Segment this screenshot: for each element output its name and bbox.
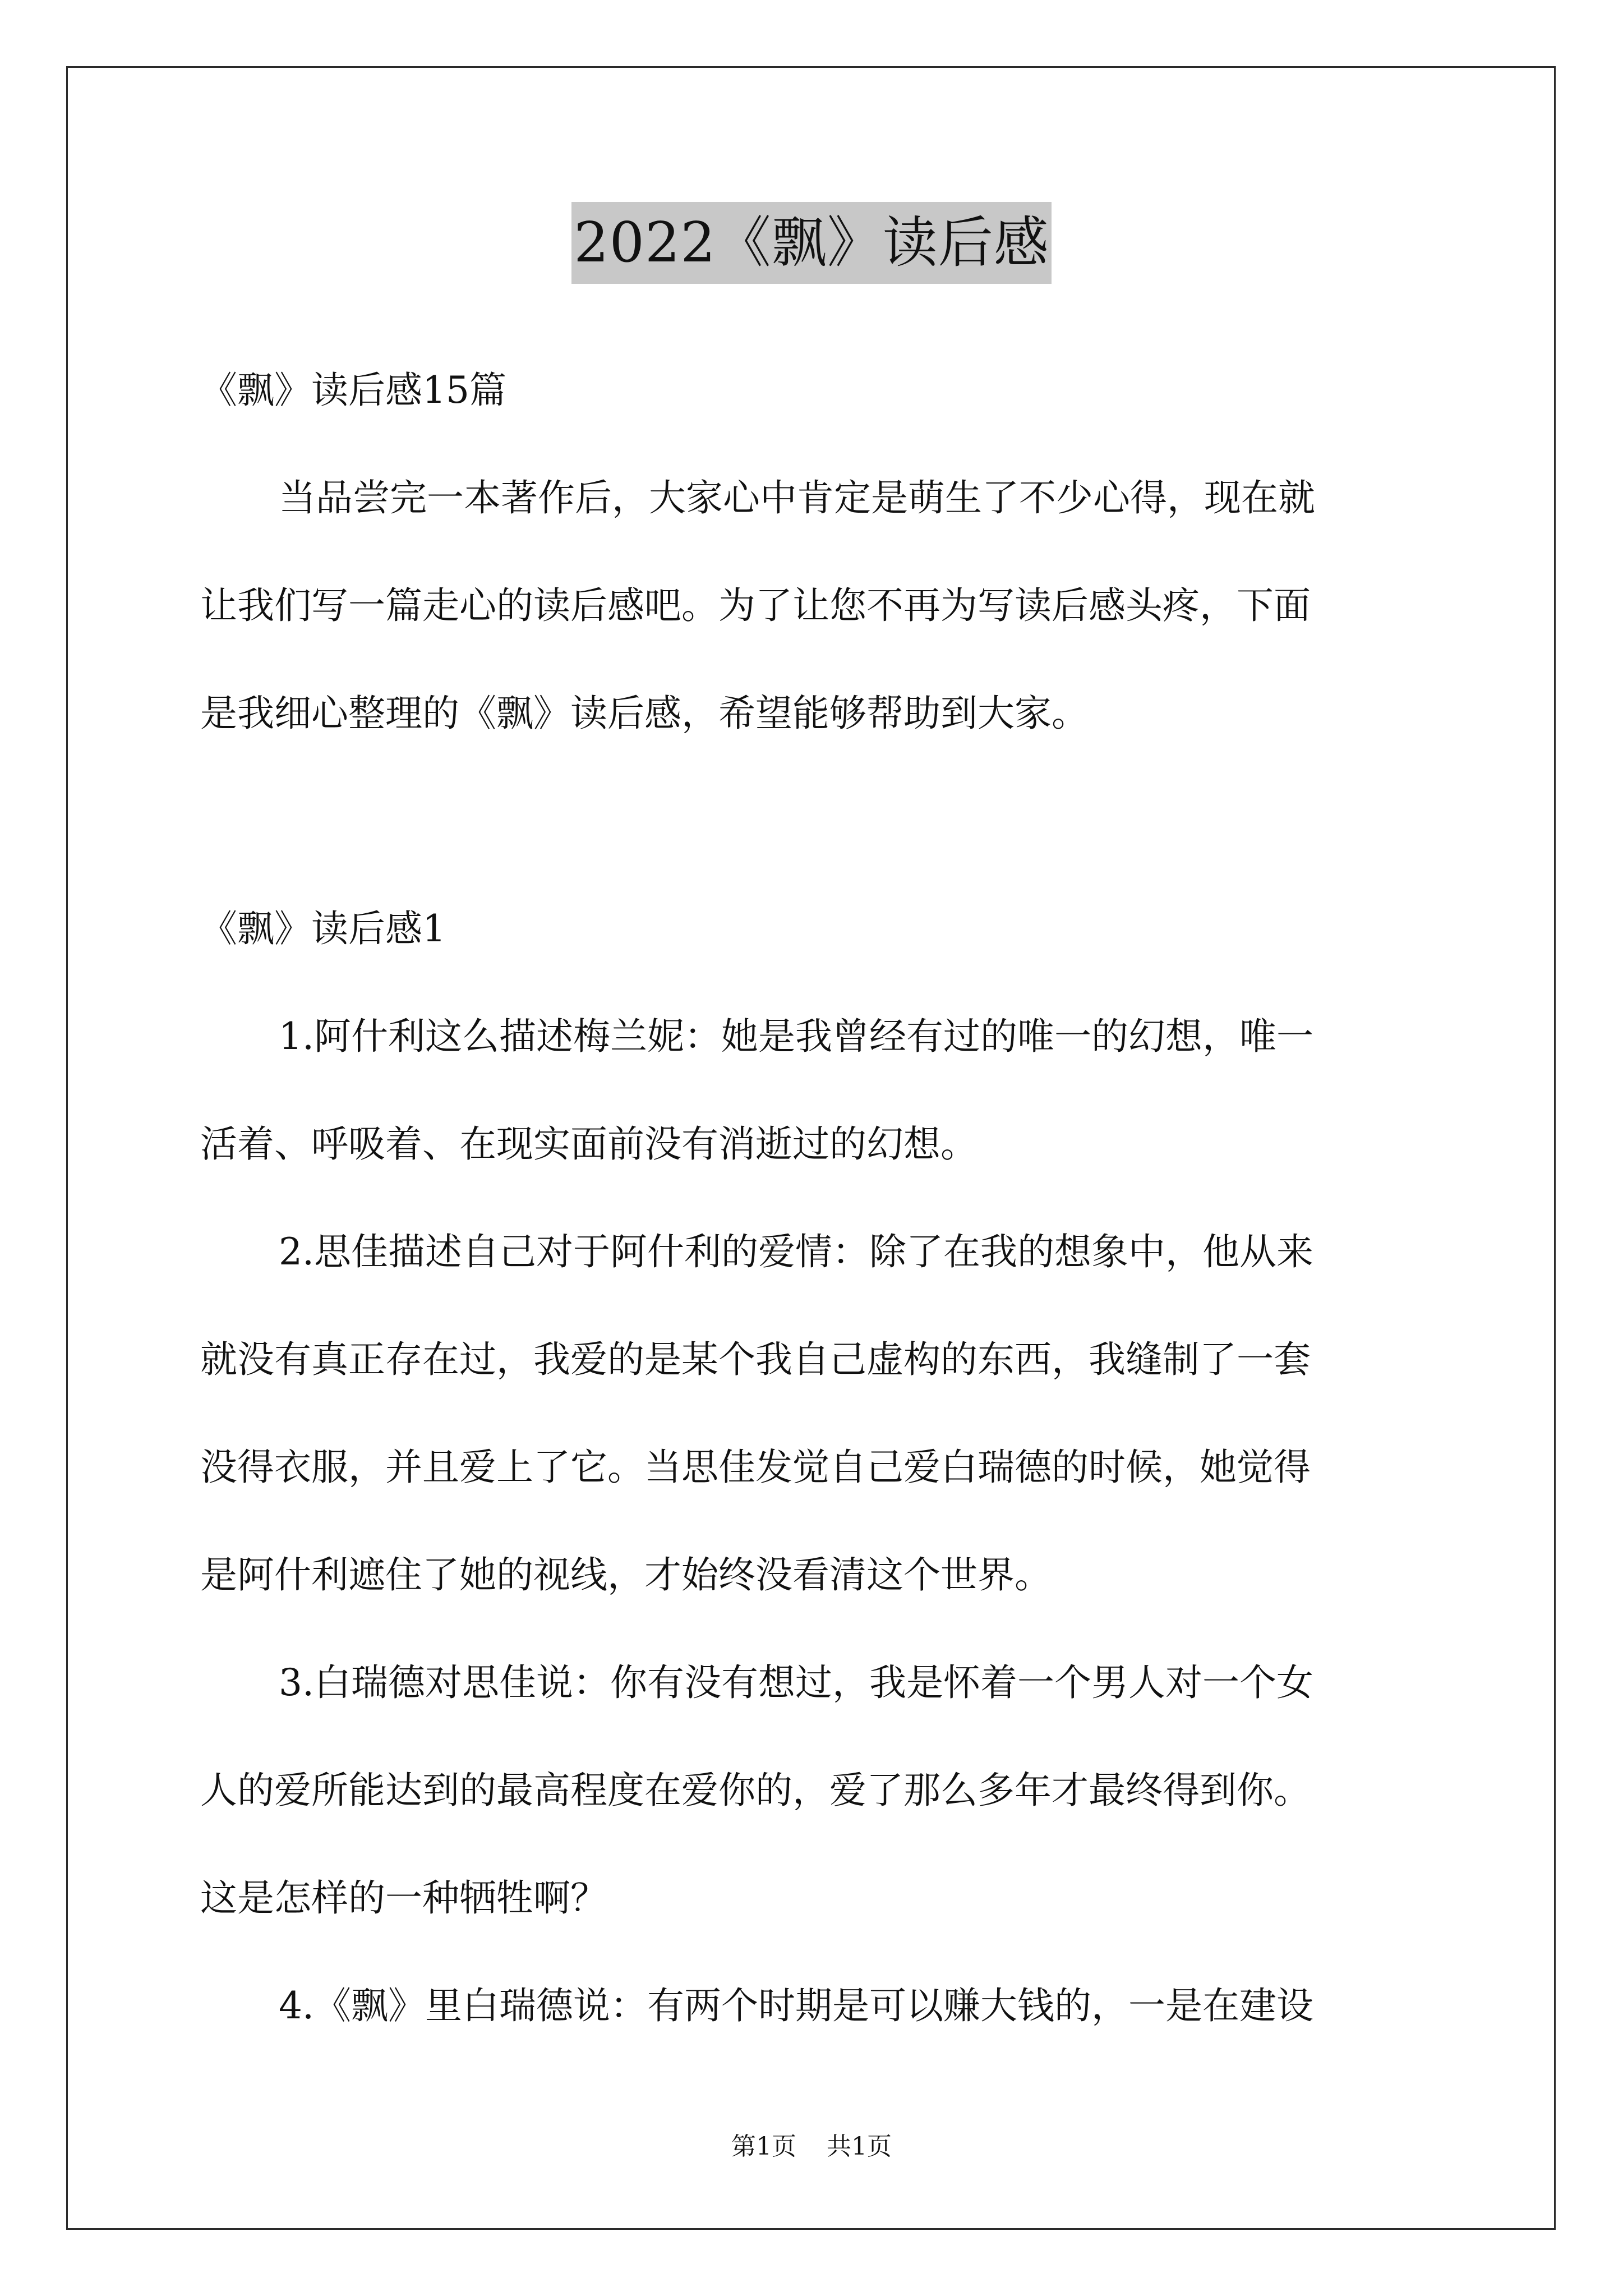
paragraph-line: 2.思佳描述自己对于阿什利的爱情：除了在我的想象中，他从来 [279, 1230, 1313, 1273]
paragraph-line: 人的爱所能达到的最高程度在爱你的，爱了那么多年才最终得到你。 [200, 1769, 1311, 1812]
paragraph-line: 4.《飘》里白瑞德说：有两个时期是可以赚大钱的，一是在建设 [279, 1984, 1313, 2027]
page-number: 第1页 [731, 2132, 796, 2161]
paragraph-line: 就没有真正存在过，我爱的是某个我自己虚构的东西，我缝制了一套 [200, 1338, 1311, 1381]
paragraph-line: 这是怎样的一种牺牲啊？ [200, 1876, 607, 1920]
intro-line: 让我们写一篇走心的读后感吧。为了让您不再为写读后感头疼，下面 [200, 584, 1311, 627]
paragraph-line: 1.阿什利这么描述梅兰妮：她是我曾经有过的唯一的幻想，唯一 [279, 1015, 1313, 1058]
blank-line [200, 767, 1437, 875]
page-total: 共1页 [827, 2132, 892, 2161]
document-title: 2022《飘》读后感 [0, 202, 1623, 284]
document-body [200, 337, 1437, 2060]
paragraph-line: 是阿什利遮住了她的视线，才始终没看清这个世界。 [200, 1553, 1052, 1596]
paragraph-line: 活着、呼吸着、在现实面前没有消逝过的幻想。 [200, 1122, 978, 1166]
paragraph-line: 3.白瑞德对思佳说：你有没有想过，我是怀着一个男人对一个女 [279, 1661, 1313, 1704]
intro-line: 当品尝完一本著作后，大家心中肯定是萌生了不少心得，现在就 [279, 476, 1315, 519]
paragraph-line: 没得衣服，并且爱上了它。当思佳发觉自己爱白瑞德的时候，她觉得 [200, 1446, 1311, 1489]
subtitle: 《飘》读后感15篇 [200, 369, 506, 412]
section-heading: 《飘》读后感1 [200, 907, 446, 950]
page-footer [0, 2126, 1623, 2162]
intro-line: 是我细心整理的《飘》读后感，希望能够帮助到大家。 [200, 692, 1089, 735]
